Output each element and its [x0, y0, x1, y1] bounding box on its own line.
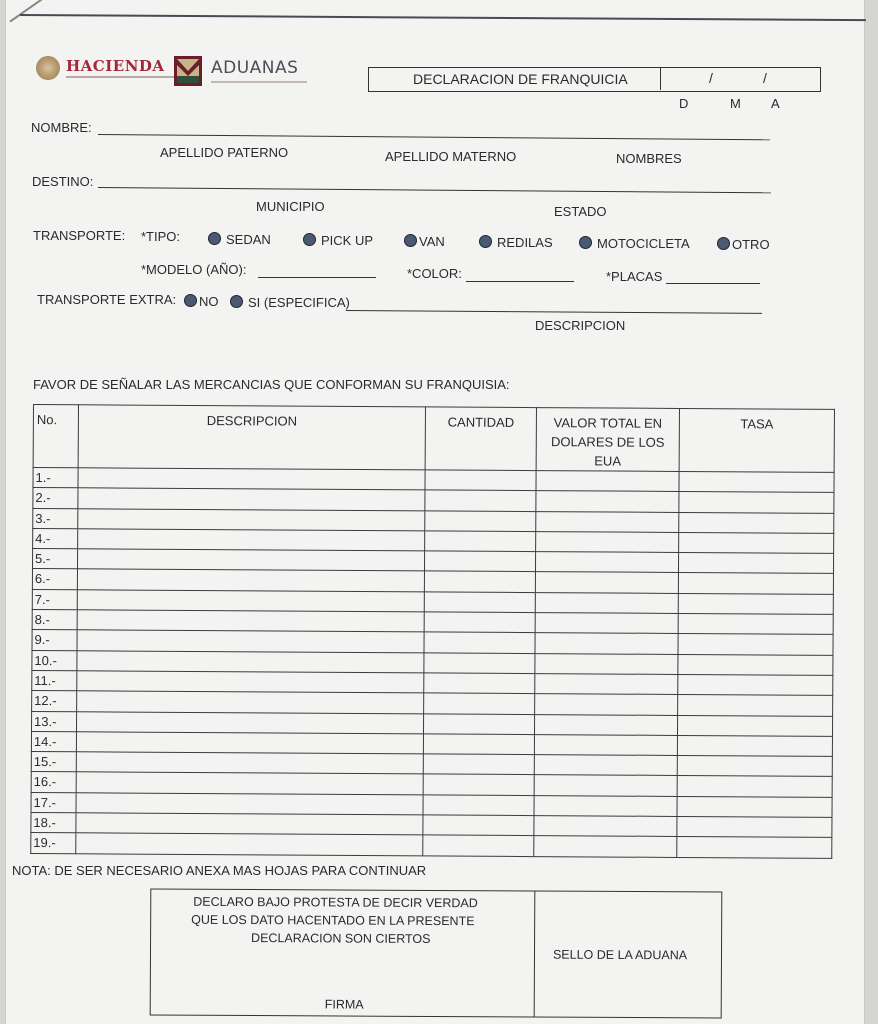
option-van[interactable]: [404, 234, 445, 249]
row-cantidad-cell[interactable]: [424, 632, 535, 653]
row-cantidad-cell[interactable]: [423, 774, 534, 795]
placas-field[interactable]: [666, 283, 760, 284]
sello-label: SELLO DE LA ADUANA: [552, 947, 688, 963]
row-tasa-cell[interactable]: [679, 532, 834, 553]
row-cantidad-cell[interactable]: [424, 592, 535, 613]
row-tasa-cell[interactable]: [678, 654, 833, 675]
row-cantidad-cell[interactable]: [424, 693, 535, 714]
row-descripcion-cell[interactable]: [77, 691, 424, 713]
option-sedan[interactable]: [208, 232, 271, 247]
declaration-line-3: DECLARACION SON CIERTOS: [251, 931, 431, 946]
aduanas-mark-icon: [174, 56, 202, 86]
color-label: *COLOR:: [407, 266, 462, 281]
row-tasa-cell[interactable]: [677, 796, 832, 817]
row-cantidad-cell[interactable]: [425, 531, 536, 552]
municipio-label: MUNICIPIO: [256, 199, 325, 214]
pen-mark: [9, 0, 46, 22]
row-cantidad-cell[interactable]: [425, 470, 536, 491]
row-number: 18.-: [31, 813, 76, 834]
option-label: VAN: [419, 234, 445, 249]
date-year-label: A: [771, 96, 780, 111]
row-number: 5.-: [32, 549, 77, 570]
row-tasa-cell[interactable]: [677, 735, 832, 756]
placas-label: *PLACAS: [606, 269, 663, 284]
date-month-label: M: [730, 96, 741, 111]
row-number: 1.-: [33, 468, 78, 489]
row-number: 3.-: [33, 508, 78, 529]
row-valor-cell[interactable]: [535, 694, 678, 715]
row-descripcion-cell[interactable]: [78, 529, 425, 551]
row-tasa-cell[interactable]: [678, 593, 833, 614]
row-number: 8.-: [32, 610, 77, 631]
row-tasa-cell[interactable]: [677, 816, 832, 837]
row-cantidad-cell[interactable]: [424, 673, 535, 694]
nombre-label: NOMBRE:: [31, 120, 92, 135]
row-cantidad-cell[interactable]: [423, 815, 534, 836]
row-valor-cell[interactable]: [536, 531, 679, 552]
row-number: 15.-: [31, 752, 76, 773]
modelo-label: *MODELO (AÑO):: [141, 262, 247, 277]
row-valor-cell[interactable]: [536, 491, 679, 512]
row-tasa-cell[interactable]: [679, 492, 834, 513]
estado-label: ESTADO: [554, 204, 607, 219]
row-valor-cell[interactable]: [534, 775, 677, 796]
row-descripcion-cell[interactable]: [76, 752, 423, 774]
date-slash-2[interactable]: /: [763, 70, 767, 86]
merchandise-rows: [31, 468, 834, 859]
row-cantidad-cell[interactable]: [423, 835, 534, 856]
aduanas-subtitle-bar: [211, 81, 307, 83]
row-cantidad-cell[interactable]: [423, 734, 534, 755]
row-number: 17.-: [31, 792, 76, 813]
header-descripcion: DESCRIPCION: [78, 405, 425, 470]
merchandise-table: [30, 404, 835, 859]
apellido-materno-label: APELLIDO MATERNO: [385, 149, 517, 164]
row-tasa-cell[interactable]: [679, 471, 834, 492]
seal-icon: [36, 56, 60, 80]
option-no[interactable]: [184, 294, 219, 309]
row-cantidad-cell[interactable]: [424, 612, 535, 633]
row-number: 2.-: [33, 488, 78, 509]
option-label: REDILAS: [497, 235, 553, 250]
date-day-label: D: [679, 96, 689, 111]
row-descripcion-cell[interactable]: [76, 732, 423, 754]
header-no: No.: [33, 405, 78, 468]
row-number: 9.-: [32, 630, 77, 651]
radio-icon: [404, 234, 417, 247]
row-number: 11.-: [32, 670, 77, 691]
radio-icon: [208, 232, 221, 245]
row-tasa-cell[interactable]: [678, 614, 833, 635]
transporte-extra-label: TRANSPORTE EXTRA:: [37, 292, 177, 307]
hacienda-subtitle-bar: [66, 76, 191, 78]
aduanas-logo-text: ADUANAS: [211, 58, 299, 78]
row-cantidad-cell[interactable]: [423, 713, 534, 734]
row-descripcion-cell[interactable]: [76, 772, 423, 794]
radio-icon: [230, 295, 243, 308]
row-number: 12.-: [32, 691, 77, 712]
date-box-divider: [660, 67, 661, 90]
option-otro[interactable]: [717, 237, 770, 252]
row-descripcion-cell[interactable]: [78, 488, 425, 510]
row-valor-cell[interactable]: [535, 674, 678, 695]
row-cantidad-cell[interactable]: [424, 571, 535, 592]
row-tasa-cell[interactable]: [678, 674, 833, 695]
row-cantidad-cell[interactable]: [425, 510, 536, 531]
firma-label: FIRMA: [324, 997, 364, 1012]
row-descripcion-cell[interactable]: [76, 833, 423, 855]
row-tasa-cell[interactable]: [679, 512, 834, 533]
option-si[interactable]: [230, 295, 350, 310]
row-descripcion-cell[interactable]: [76, 793, 423, 815]
transporte-label: TRANSPORTE:: [33, 228, 126, 243]
option-label: NO: [199, 294, 219, 309]
date-slash-1[interactable]: /: [709, 70, 713, 86]
row-descripcion-cell[interactable]: [77, 650, 424, 672]
row-valor-cell[interactable]: [535, 572, 678, 593]
radio-icon: [579, 236, 592, 249]
row-tasa-cell[interactable]: [677, 837, 832, 858]
row-cantidad-cell[interactable]: [424, 653, 535, 674]
apellido-paterno-label: APELLIDO PATERNO: [160, 145, 289, 160]
row-tasa-cell[interactable]: [678, 695, 833, 716]
declaration-line-2: QUE LOS DATO HACENTADO EN LA PRESENTE: [191, 912, 475, 929]
radio-icon: [184, 294, 197, 307]
row-number: 16.-: [31, 772, 76, 793]
row-tasa-cell[interactable]: [677, 776, 832, 797]
table-row: [31, 833, 832, 858]
row-cantidad-cell[interactable]: [425, 490, 536, 511]
row-number: 6.-: [32, 569, 77, 590]
option-label: SEDAN: [226, 232, 271, 247]
option-label: PICK UP: [321, 233, 374, 248]
row-descripcion-cell[interactable]: [77, 569, 424, 591]
row-number: 7.-: [32, 589, 77, 610]
row-number: 19.-: [31, 833, 76, 854]
row-descripcion-cell[interactable]: [77, 671, 424, 693]
row-tasa-cell[interactable]: [677, 715, 832, 736]
option-label: MOTOCICLETA: [597, 236, 690, 251]
row-descripcion-cell[interactable]: [78, 508, 425, 530]
descripcion-sub-label: DESCRIPCION: [535, 318, 626, 333]
radio-icon: [479, 235, 492, 248]
row-number: 13.-: [32, 711, 77, 732]
row-cantidad-cell[interactable]: [423, 795, 534, 816]
radio-icon: [717, 237, 730, 250]
form-title: DECLARACION DE FRANQUICIA: [413, 71, 628, 87]
row-number: 4.-: [33, 528, 78, 549]
row-valor-cell[interactable]: [535, 653, 678, 674]
row-cantidad-cell[interactable]: [424, 551, 535, 572]
merchandise-instruction: FAVOR DE SEÑALAR LAS MERCANCIAS QUE CONFORMAN SU FRANQUISIA:: [33, 377, 510, 392]
row-number: 14.-: [31, 731, 76, 752]
row-valor-cell[interactable]: [534, 816, 677, 837]
row-descripcion-cell[interactable]: [76, 813, 423, 835]
color-field[interactable]: [466, 281, 574, 282]
header-valor-total: VALOR TOTAL EN DOLARES DE LOS EUA: [536, 408, 679, 472]
row-tasa-cell[interactable]: [678, 634, 833, 655]
option-label: OTRO: [732, 237, 770, 252]
row-valor-cell[interactable]: [535, 552, 678, 573]
row-valor-cell[interactable]: [535, 633, 678, 654]
declaration-divider: [534, 892, 536, 1017]
row-cantidad-cell[interactable]: [423, 754, 534, 775]
declaration-box: [150, 889, 723, 1019]
option-motocicleta[interactable]: [579, 236, 690, 251]
row-valor-cell[interactable]: [534, 795, 677, 816]
row-valor-cell[interactable]: [534, 714, 677, 735]
hacienda-logo-text: HACIENDA: [66, 57, 165, 75]
destino-label: DESTINO:: [32, 174, 94, 189]
row-valor-cell[interactable]: [535, 613, 678, 634]
option-redilas[interactable]: [479, 235, 553, 250]
row-valor-cell[interactable]: [534, 734, 677, 755]
row-tasa-cell[interactable]: [678, 553, 833, 574]
row-tasa-cell[interactable]: [677, 756, 832, 777]
note-text: NOTA: DE SER NECESARIO ANEXA MAS HOJAS PARA CONTINUAR: [12, 863, 427, 878]
option-pick-up[interactable]: [303, 233, 373, 248]
row-tasa-cell[interactable]: [678, 573, 833, 594]
row-valor-cell[interactable]: [536, 511, 679, 532]
row-descripcion-cell[interactable]: [77, 630, 424, 652]
row-descripcion-cell[interactable]: [78, 468, 425, 490]
tipo-label: *TIPO:: [141, 229, 181, 244]
row-valor-cell[interactable]: [536, 471, 679, 492]
row-descripcion-cell[interactable]: [77, 610, 424, 632]
radio-icon: [303, 233, 316, 246]
header-cantidad: CANTIDAD: [425, 407, 536, 471]
row-valor-cell[interactable]: [535, 592, 678, 613]
row-number: 10.-: [32, 650, 77, 671]
header-tasa: TASA: [679, 408, 834, 472]
row-valor-cell[interactable]: [534, 836, 677, 857]
row-valor-cell[interactable]: [534, 755, 677, 776]
row-descripcion-cell[interactable]: [76, 711, 423, 733]
option-label: SI (ESPECIFICA): [248, 295, 350, 310]
modelo-field[interactable]: [258, 277, 376, 278]
nombres-label: NOMBRES: [616, 151, 682, 166]
declaration-line-1: DECLARO BAJO PROTESTA DE DECIR VERDAD: [193, 894, 478, 911]
row-descripcion-cell[interactable]: [77, 590, 424, 612]
row-descripcion-cell[interactable]: [77, 549, 424, 571]
